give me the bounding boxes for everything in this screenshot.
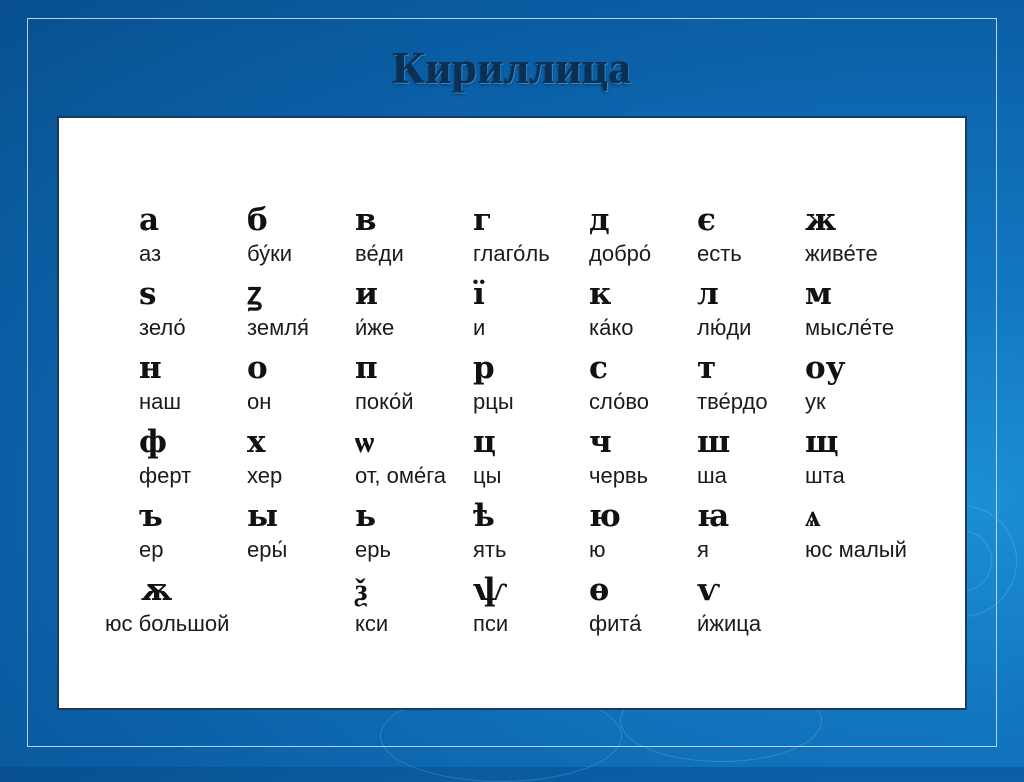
letter-name: юс малый <box>805 537 907 562</box>
letter-name: и́жица <box>697 611 762 636</box>
letter-glyph: ї <box>473 276 485 312</box>
letter-name: мысле́те <box>805 315 895 340</box>
letter-glyph: ѵ <box>697 572 721 608</box>
letter-glyph: л <box>697 276 719 312</box>
letter-name: и́же <box>355 315 395 340</box>
letter-name: тве́рдо <box>697 389 768 414</box>
letter-glyph: ѕ <box>139 276 157 312</box>
letter-name: наш <box>139 389 182 414</box>
letter-glyph: ѳ <box>589 572 610 608</box>
letter-cell <box>697 572 847 658</box>
letter-name: бу́ки <box>247 241 293 266</box>
letter-glyph: ꙁ <box>247 276 262 312</box>
letter-name: я <box>697 537 709 562</box>
letter-name: ка́ко <box>589 315 634 340</box>
letter-glyph: ѧ <box>805 498 821 534</box>
letter-name: земля́ <box>247 315 309 340</box>
letter-name: от, оме́га <box>355 463 446 488</box>
letter-glyph: є <box>697 202 716 238</box>
letter-glyph: ъ <box>139 498 163 534</box>
letter-name: живе́те <box>805 241 878 266</box>
letter-glyph: а <box>139 202 160 238</box>
letter-cell <box>805 424 955 510</box>
letter-glyph: г <box>473 202 492 238</box>
letter-glyph: ш <box>697 424 731 460</box>
letter-name: пси <box>473 611 509 636</box>
letter-glyph: ѡ <box>355 424 375 460</box>
letter-name: ук <box>805 389 826 414</box>
letter-glyph: м <box>805 276 832 312</box>
letter-name: он <box>247 389 272 414</box>
letter-name: зело́ <box>139 315 186 340</box>
letter-name: цы <box>473 463 502 488</box>
letter-name: ерь <box>355 537 391 562</box>
letter-glyph: ю <box>589 498 621 534</box>
letter-glyph: с <box>589 350 608 386</box>
letter-glyph: н <box>139 350 162 386</box>
letter-glyph: оу <box>805 350 846 386</box>
letter-name: ер <box>139 537 164 562</box>
letter-glyph: х <box>247 424 266 460</box>
letter-name: ша <box>697 463 727 488</box>
letter-glyph: ы <box>247 498 279 534</box>
letter-glyph: ѫ <box>141 572 173 608</box>
letter-glyph: ц <box>473 424 496 460</box>
letter-name: еры́ <box>247 537 288 562</box>
letter-glyph: ѣ <box>473 498 495 534</box>
alphabet-table <box>57 116 967 710</box>
letter-name: юс большой <box>105 611 230 636</box>
letter-glyph: ь <box>355 498 377 534</box>
letter-glyph: о <box>247 350 268 386</box>
letter-name: шта <box>805 463 845 488</box>
letter-name: ве́ди <box>355 241 404 266</box>
letter-name: червь <box>589 463 649 488</box>
letter-glyph: ч <box>589 424 612 460</box>
letter-name: глаго́ль <box>473 241 550 266</box>
letter-name: поко́й <box>355 389 414 414</box>
letter-name: аз <box>139 241 162 266</box>
letter-name: кси <box>355 611 389 636</box>
letter-name: ять <box>473 537 507 562</box>
letter-glyph: б <box>247 202 268 238</box>
letter-name: добро́ <box>589 241 652 266</box>
letter-glyph: в <box>355 202 377 238</box>
letter-name: сло́во <box>589 389 649 414</box>
letter-cell <box>105 572 255 658</box>
letter-glyph: и <box>355 276 378 312</box>
letter-name: лю́ди <box>697 315 752 340</box>
letter-name: ю <box>589 537 606 562</box>
letter-cell <box>805 498 955 584</box>
letter-glyph: р <box>473 350 495 386</box>
letter-glyph: ꙗ <box>697 498 730 534</box>
letter-name: хер <box>247 463 283 488</box>
letter-glyph: щ <box>805 424 839 460</box>
letter-name: ферт <box>139 463 192 488</box>
letter-name: рцы <box>473 389 514 414</box>
letter-name: есть <box>697 241 742 266</box>
letter-glyph: ѯ <box>355 572 368 608</box>
letter-glyph: ж <box>805 202 837 238</box>
slide-title: Кириллица <box>392 43 632 93</box>
letter-glyph: п <box>355 350 378 386</box>
letter-glyph: т <box>697 350 717 386</box>
letter-glyph: к <box>589 276 612 312</box>
letter-glyph: д <box>589 202 610 238</box>
letter-glyph: ѱ <box>473 572 508 608</box>
letter-name: и <box>473 315 486 340</box>
letter-name: фита́ <box>589 611 642 636</box>
letter-glyph: ф <box>139 424 167 460</box>
